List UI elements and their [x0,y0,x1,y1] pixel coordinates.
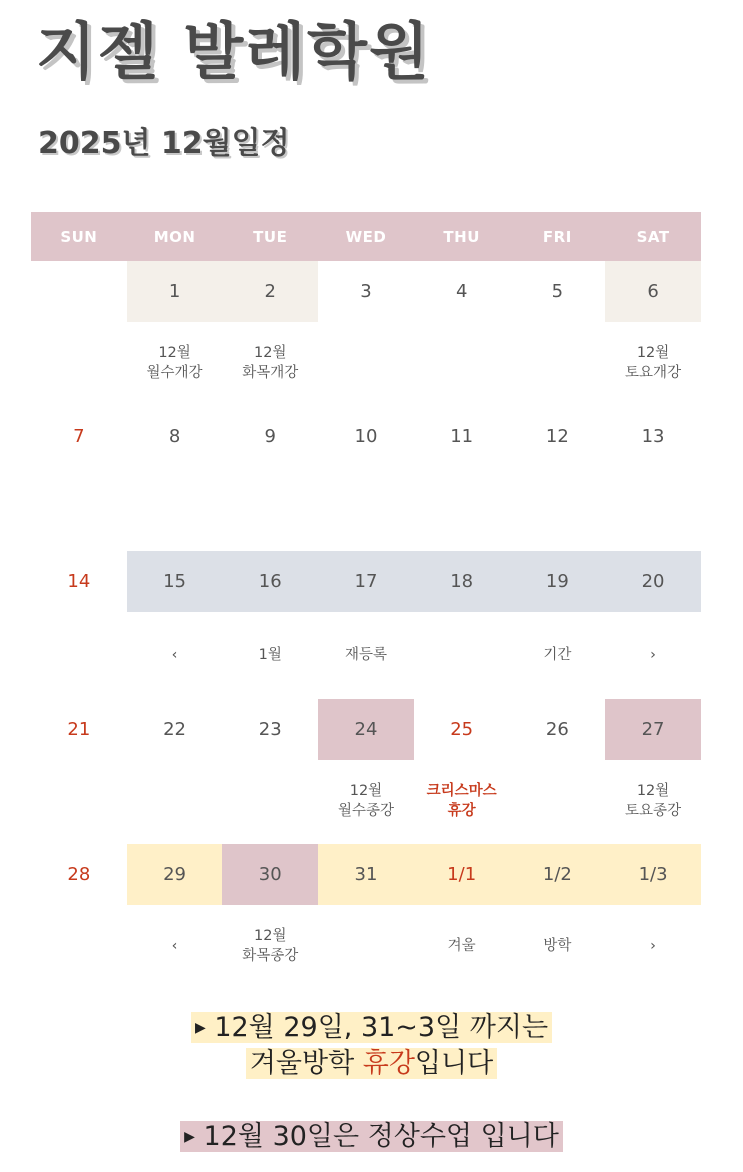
note-cell [31,612,127,699]
notice-text: 입니다 [414,1048,494,1080]
note-cell: 12월 토요종강 [625,783,682,819]
note-cell [414,467,510,551]
note-cell [127,760,223,844]
note-cell [31,905,127,989]
weekday-fri: FRI [542,227,572,246]
note-cell [318,905,414,989]
week-4-dates [31,699,701,760]
note-cell: 방학 [543,938,572,955]
note-cell [31,760,127,844]
note-cell [414,612,510,699]
date-cell: 9 [264,426,276,447]
weekday-wed: WED [345,227,387,246]
note-cell [414,322,510,406]
date-cell: 10 [354,426,378,447]
note-cell [510,760,606,844]
note-cell: 12월 화목종강 [242,928,299,964]
chevron-right-icon: › [650,646,656,663]
week-2-dates [31,406,701,467]
note-cell: 겨울 [447,938,476,955]
bullet-triangle-icon: ▶ [184,1129,195,1145]
date-cell [31,261,127,322]
week-2-notes [31,467,701,551]
note-cell [222,760,318,844]
notice-line-2 [246,1048,497,1079]
date-cell: 18 [414,551,510,612]
date-cell: 30 [222,844,318,905]
week-5-dates [31,844,701,905]
date-cell: 19 [510,551,606,612]
date-cell: 16 [222,551,318,612]
notice-line-1-text: 12월 29일, 31~3일 까지는 [214,1012,549,1043]
date-cell: 1 [127,261,223,322]
week-3-dates [31,551,701,612]
note-cell: 12월 화목개강 [242,345,299,381]
regular-class-notice [0,1119,743,1155]
weekday-tue: TUE [253,227,288,246]
note-cell [318,467,414,551]
date-cell: 4 [455,281,468,302]
notice-line-1 [191,1012,552,1043]
note-cell: 12월 토요개강 [625,345,682,381]
note-cell: 1월 [258,646,282,663]
date-cell: 17 [318,551,414,612]
date-cell: 28 [67,864,91,885]
chevron-left-icon: ‹ [171,646,178,663]
weekday-sun: SUN [60,227,98,246]
date-cell: 27 [605,699,701,760]
date-cell: 8 [168,426,181,447]
date-cell: 3 [360,281,372,302]
page-title: 지젤 발레학원 [36,15,431,88]
notice-text: 겨울방학 [249,1048,363,1080]
note-cell [510,467,606,551]
week-1-dates [31,261,701,322]
date-cell: 7 [73,426,85,447]
note-cell [31,467,127,551]
weekday-sat: SAT [636,227,670,246]
note-cell [31,322,127,406]
week-5-notes [31,905,701,989]
week-3-notes [31,612,701,699]
date-cell: 21 [67,719,91,740]
date-cell: 22 [163,719,186,740]
calendar [31,212,701,989]
date-cell: 23 [258,719,282,740]
note-cell [127,467,223,551]
note-cell [318,322,414,406]
weekday-thu: THU [443,227,480,246]
date-cell: 31 [318,844,414,905]
weekday-header [31,212,701,261]
note-cell: 재등록 [344,646,387,663]
chevron-left-icon: ‹ [171,938,178,955]
date-cell: 29 [127,844,223,905]
date-cell: 20 [605,551,701,612]
holiday-note: 크리스마스 휴강 [426,783,497,819]
note-cell [222,467,318,551]
winter-break-notice [0,1010,743,1083]
calendar-month-title: 2025년 12월일정 [38,126,290,161]
note-cell: 12월 월수종강 [337,783,394,819]
date-cell: 25 [450,719,474,740]
date-cell: 1/2 [510,844,606,905]
note-cell: 기간 [543,646,572,663]
notice-line-3 [180,1121,563,1152]
date-cell: 2 [222,261,318,322]
bullet-triangle-icon: ▶ [194,1020,206,1036]
chevron-right-icon: › [650,938,656,955]
break-highlight: 휴강 [362,1048,415,1080]
note-cell: 12월 월수개강 [146,345,203,381]
note-cell [510,322,606,406]
notice-line-3-text: 12월 30일은 정상수업 입니다 [203,1121,559,1152]
date-cell: 11 [450,426,474,447]
date-cell: 1/1 [414,844,510,905]
date-cell: 14 [67,571,91,592]
week-4-notes [31,760,701,844]
week-1-notes [31,322,701,406]
date-cell: 24 [318,699,414,760]
date-cell: 6 [605,261,701,322]
date-cell: 26 [545,719,569,740]
date-cell: 15 [127,551,223,612]
note-cell [605,467,701,551]
date-cell: 13 [641,426,665,447]
date-cell: 12 [545,426,569,447]
date-cell: 5 [551,281,564,302]
weekday-mon: MON [153,227,196,246]
date-cell: 1/3 [605,844,701,905]
